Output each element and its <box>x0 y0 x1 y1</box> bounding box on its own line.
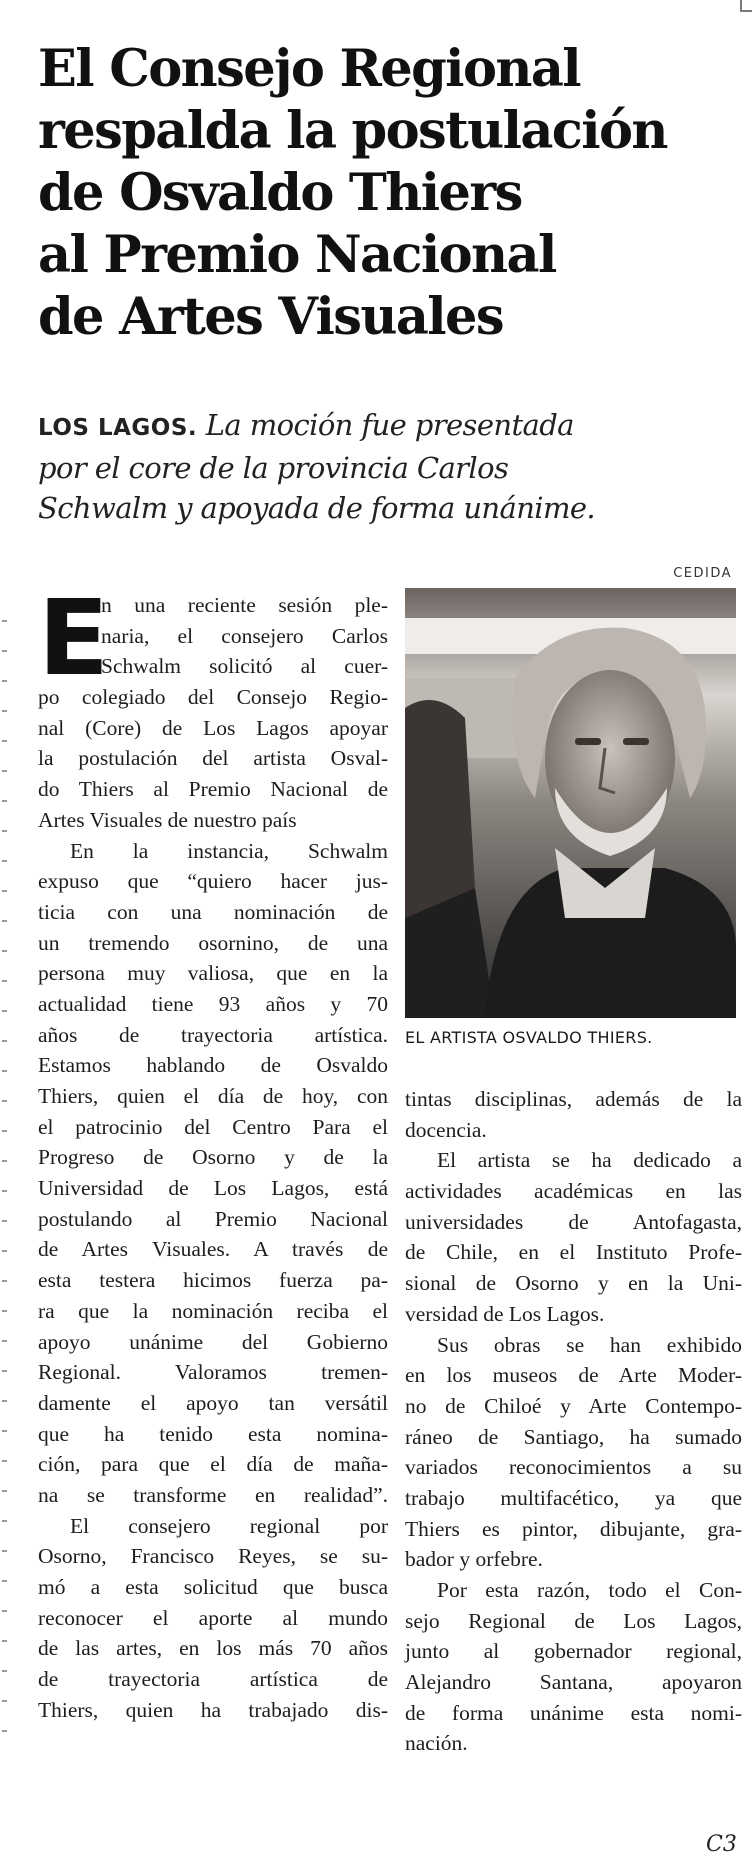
article-line: junto al gobernador regional, <box>405 1639 742 1664</box>
article-column-2 <box>405 1084 742 1759</box>
edge-tick <box>2 1040 7 1042</box>
edge-tick <box>2 740 7 742</box>
article-line: Sus obras se han exhibido <box>437 1332 742 1357</box>
edge-tick <box>2 1130 7 1132</box>
article-line: Estamos hablando de Osvaldo <box>38 1053 388 1078</box>
article-line: años de trayectoria artística. <box>38 1022 388 1047</box>
article-line: Thiers, quien ha trabajado dis- <box>38 1697 388 1722</box>
edge-tick <box>2 1010 7 1012</box>
edge-tick <box>2 1700 7 1702</box>
edge-tick <box>2 1730 7 1732</box>
edge-tick <box>2 1310 7 1312</box>
article-line: de trayectoria artística de <box>38 1667 388 1692</box>
edge-tick <box>2 860 7 862</box>
article-line: Osorno, Francisco Reyes, se su- <box>38 1544 388 1569</box>
article-line: nal (Core) de Los Lagos apoyar <box>38 715 388 740</box>
photo-caption: EL ARTISTA OSVALDO THIERS. <box>405 1028 653 1047</box>
edge-tick <box>2 950 7 952</box>
headline <box>38 38 728 348</box>
article-line: de Artes Visuales. A través de <box>38 1237 388 1262</box>
article-line: po colegiado del Consejo Regio- <box>38 685 388 710</box>
lead-line: Schwalm y apoyada de forma unánime. <box>38 491 596 525</box>
article-line: Regional. Valoramos tremen- <box>38 1360 388 1385</box>
article-line: Por esta razón, todo el Con- <box>437 1578 742 1602</box>
article-line: En la instancia, Schwalm <box>70 838 388 863</box>
article-line: actualidad tiene 93 años y 70 <box>38 991 388 1016</box>
article-line: ráneo de Santiago, ha sumado <box>405 1424 742 1449</box>
article-line: de forma unánime esta nomi- <box>405 1700 742 1725</box>
edge-tick <box>2 1430 7 1432</box>
article-line: na se transforme en realidad”. <box>38 1482 388 1507</box>
edge-tick <box>2 1670 7 1672</box>
article-line: persona muy valiosa, que en la <box>38 961 388 986</box>
headline-line: respalda la postulación <box>38 101 667 161</box>
edge-tick <box>2 1460 7 1462</box>
article-line: trabajo multifacético, ya que <box>405 1485 742 1510</box>
page-corner-mark <box>740 0 752 12</box>
article-line: naria, el consejero Carlos <box>101 623 388 648</box>
article-line: la postulación del artista Osval- <box>38 746 388 771</box>
scan-edge-marks <box>0 0 10 1860</box>
edge-tick <box>2 1160 7 1162</box>
artist-photo <box>405 588 736 1018</box>
edge-tick <box>2 830 7 832</box>
article-line: el patrocinio del Centro Para el <box>38 1114 388 1139</box>
headline-line: de Artes Visuales <box>38 287 503 347</box>
edge-tick <box>2 980 7 982</box>
article-line: ticia con una nominación de <box>38 899 388 924</box>
article-line: en los museos de Arte Moder- <box>405 1363 742 1388</box>
article-line: universidades de Antofagasta, <box>405 1209 742 1234</box>
article-line: El consejero regional por <box>70 1513 388 1538</box>
article-line: damente el apoyo tan versátil <box>38 1390 388 1415</box>
lead-line <box>38 405 738 448</box>
lead-text: La moción fue presentada <box>197 408 574 442</box>
article-line: ción, para que el día de maña- <box>38 1452 388 1477</box>
article-line: esta testera hicimos fuerza pa- <box>38 1268 388 1293</box>
edge-tick <box>2 620 7 622</box>
article-line: Progreso de Osorno y de la <box>38 1145 388 1170</box>
article-line: Universidad de Los Lagos, está <box>38 1176 388 1201</box>
column-1-lines <box>38 577 388 1725</box>
edge-tick <box>2 1520 7 1522</box>
edge-tick <box>2 1280 7 1282</box>
article-line: apoyo unánime del Gobierno <box>38 1329 388 1354</box>
dropcap-paragraph <box>38 577 388 1725</box>
photo-credit: CEDIDA <box>673 566 732 581</box>
edge-tick <box>2 680 7 682</box>
edge-tick <box>2 1640 7 1642</box>
article-line: variados reconocimientos a su <box>405 1455 742 1480</box>
edge-tick <box>2 1190 7 1192</box>
edge-tick <box>2 1250 7 1252</box>
article-line: Thiers, quien el día de hoy, con <box>38 1084 388 1108</box>
headline-line: El Consejo Regional <box>38 39 581 99</box>
edge-tick <box>2 1340 7 1342</box>
article-line: reconocer el aporte al mundo <box>38 1605 388 1630</box>
headline-line: de Osvaldo Thiers <box>38 163 522 223</box>
portrait-illustration <box>405 588 736 1018</box>
edge-tick <box>2 1220 7 1222</box>
article-line: postulando al Premio Nacional <box>38 1206 388 1231</box>
article-line: Schwalm solicitó al cuer- <box>101 654 388 679</box>
article-line: de Chile, en el Instituto Profe- <box>405 1240 742 1265</box>
edge-tick <box>2 650 7 652</box>
edge-tick <box>2 710 7 712</box>
edge-tick <box>2 1580 7 1582</box>
article-line: versidad de Los Lagos. <box>405 1301 605 1326</box>
edge-tick <box>2 1550 7 1552</box>
article-line: expuso que “quiero hacer jus- <box>38 869 388 894</box>
article-line: mó a esta solicitud que busca <box>38 1575 388 1599</box>
headline-line: al Premio Nacional <box>38 225 556 285</box>
article-column-1 <box>38 577 388 1725</box>
article-line: un tremendo osornino, de una <box>38 930 388 955</box>
article-line: docencia. <box>405 1117 487 1142</box>
edge-tick <box>2 1610 7 1612</box>
article-line: actividades académicas en las <box>405 1179 742 1204</box>
column-2-lines <box>405 1084 742 1759</box>
article-line: que ha tenido esta nomina- <box>38 1421 388 1446</box>
article-line: nación. <box>405 1731 468 1756</box>
edge-tick <box>2 1400 7 1402</box>
article-line: Alejandro Santana, apoyaron <box>405 1670 742 1695</box>
edge-tick <box>2 1070 7 1072</box>
lead-kicker: LOS LAGOS. <box>38 415 198 441</box>
edge-tick <box>2 1370 7 1372</box>
article-line: do Thiers al Premio Nacional de <box>38 777 388 802</box>
article-line: sejo Regional de Los Lagos, <box>405 1608 742 1633</box>
article-line: Artes Visuales de nuestro país <box>38 807 297 832</box>
article-line: sional de Osorno y en la Uni- <box>405 1271 742 1296</box>
lead-line: por el core de la provincia Carlos <box>38 451 509 485</box>
lead-paragraph <box>38 405 738 528</box>
article-line: bador y orfebre. <box>405 1547 543 1572</box>
edge-tick <box>2 890 7 892</box>
article-line: no de Chiloé y Arte Contempo- <box>405 1393 742 1418</box>
edge-tick <box>2 770 7 772</box>
article-line: n una reciente sesión ple- <box>101 593 388 617</box>
article-line: de las artes, en los más 70 años <box>38 1636 388 1661</box>
article-line: El artista se ha dedicado a <box>437 1148 742 1173</box>
edge-tick <box>2 1490 7 1492</box>
article-line: Thiers es pintor, dibujante, gra- <box>405 1516 742 1541</box>
end-of-article-mark: C3 <box>706 1832 737 1857</box>
edge-tick <box>2 1100 7 1102</box>
dropcap-letter: E <box>38 577 110 699</box>
article-line: ra que la nominación reciba el <box>38 1298 388 1323</box>
article-line: tintas disciplinas, además de la <box>405 1087 742 1111</box>
edge-tick <box>2 920 7 922</box>
edge-tick <box>2 800 7 802</box>
